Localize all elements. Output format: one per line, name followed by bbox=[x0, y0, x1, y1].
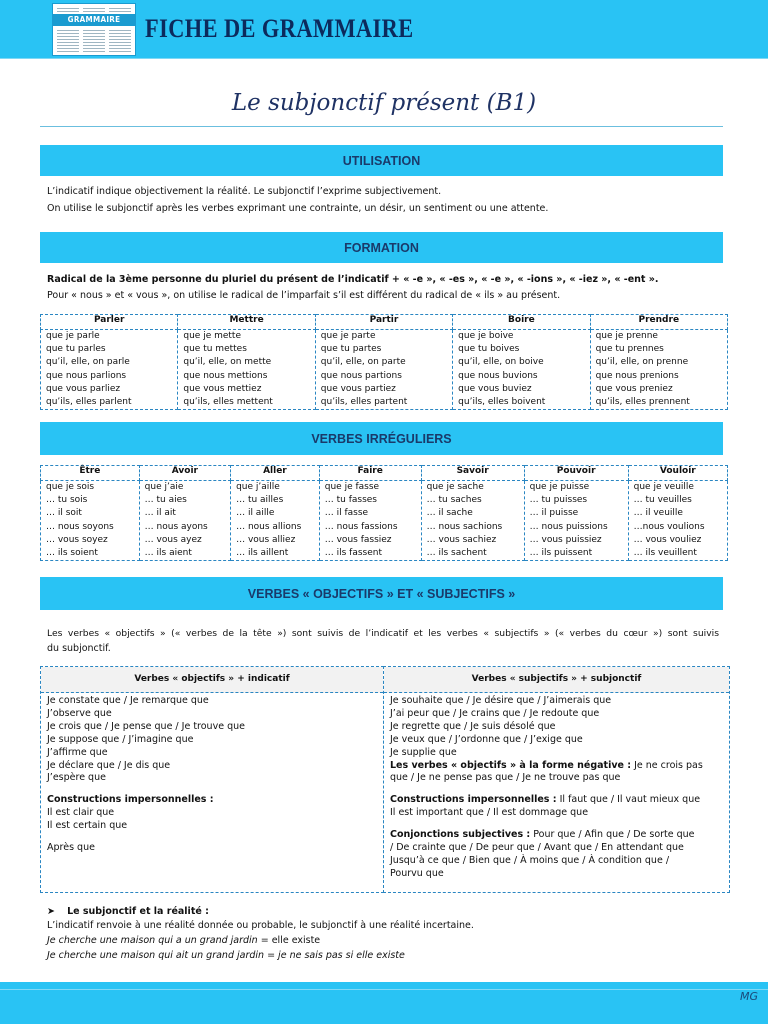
conjugation-line: que nous buvions bbox=[458, 370, 538, 381]
conjugation-line: … ils soient bbox=[46, 548, 98, 559]
regular-verb-cell bbox=[41, 330, 178, 410]
conjugation-line: … ils fassent bbox=[324, 548, 382, 559]
section-utilisation: UTILISATION bbox=[40, 145, 723, 176]
section-formation: FORMATION bbox=[40, 232, 723, 263]
regular-verb-cell bbox=[315, 330, 452, 410]
conjugation-line: que tu mettes bbox=[183, 344, 247, 355]
realite-example-2-result: = je ne sais pas si elle existe bbox=[264, 950, 405, 961]
conjugation-line: … nous allions bbox=[236, 521, 302, 532]
conjugation-line: que je prenne bbox=[595, 331, 658, 341]
logo-lines bbox=[57, 6, 79, 12]
realite-example-2 bbox=[47, 949, 723, 962]
subjectif-verb-line: Je veux que / J’ordonne que / J’exige que bbox=[390, 733, 583, 745]
irregular-header: Savoir bbox=[421, 466, 524, 481]
conjugation-line: … nous puissions bbox=[529, 521, 608, 532]
regular-body-row bbox=[41, 330, 728, 410]
conjugation-line: … il fasse bbox=[324, 508, 369, 519]
regular-header: Mettre bbox=[178, 315, 315, 330]
conjugation-line: … vous vouliez bbox=[633, 534, 702, 545]
conjugation-line: que vous parliez bbox=[46, 383, 121, 394]
irregular-verb-cell bbox=[231, 481, 320, 561]
conjugation-line: … il soit bbox=[46, 508, 82, 519]
conjugation-line: que je parte bbox=[320, 331, 376, 341]
conjugation-line: que tu partes bbox=[320, 344, 382, 355]
conjugation-line: … nous soyons bbox=[46, 521, 114, 532]
realite-title: Le subjonctif et la réalité : bbox=[67, 906, 209, 917]
footer-initials: MG bbox=[739, 990, 758, 1003]
conjugation-line: … nous fassions bbox=[324, 521, 398, 532]
utilisation-line-2: On utilise le subjonctif après les verbes exprimant une contrainte, un désir, un sentiment ou une attente. bbox=[47, 203, 549, 214]
subjectif-conj-line bbox=[390, 829, 723, 842]
section-objectifs: VERBES « OBJECTIFS » ET « SUBJECTIFS » bbox=[40, 577, 723, 610]
conjugation-line: … tu puisses bbox=[529, 495, 588, 506]
section-irreguliers: VERBES IRRÉGULIERS bbox=[40, 422, 723, 455]
conjugation-line: qu’il, elle, on prenne bbox=[595, 357, 689, 368]
conjugation-line: que nous parlions bbox=[46, 370, 127, 381]
conjugation-line: que vous buviez bbox=[458, 383, 532, 394]
conjugation-line: que je sois bbox=[46, 482, 95, 492]
irregular-verb-cell bbox=[41, 481, 140, 561]
conjugation-line: … ils veuillent bbox=[633, 548, 697, 559]
objectif-verb-line: Je constate que / Je remarque que bbox=[47, 695, 209, 706]
objectif-impersonal-line: Il est certain que bbox=[47, 820, 128, 832]
conjugation-line: … il sache bbox=[426, 508, 473, 519]
regular-header: Prendre bbox=[590, 315, 727, 330]
formation-rule bbox=[47, 273, 723, 286]
irregular-verb-cell bbox=[421, 481, 524, 561]
regular-header: Partir bbox=[315, 315, 452, 330]
conjugation-line: que vous preniez bbox=[595, 383, 673, 394]
subjectif-conj-line: / De crainte que / De peur que / Avant que / En attendant que bbox=[390, 842, 684, 854]
subjectif-conj-line: Jusqu’à ce que / Bien que / À moins que / À condition que / bbox=[390, 854, 670, 866]
conjugation-line: … tu saches bbox=[426, 495, 482, 506]
subjectif-impersonal-title: Constructions impersonnelles : bbox=[390, 794, 557, 806]
conjugation-line: … ils sachent bbox=[426, 548, 487, 559]
regular-verb-cell bbox=[590, 330, 727, 410]
irregular-header: Être bbox=[41, 466, 140, 481]
objectif-impersonal-title: Constructions impersonnelles : bbox=[47, 794, 214, 806]
subjectif-verb-line: Je supplie que bbox=[390, 746, 457, 758]
irregular-header: Pouvoir bbox=[524, 466, 628, 481]
header-title: FICHE DE GRAMMAIRE bbox=[145, 14, 414, 43]
conjugation-line: que vous mettiez bbox=[183, 383, 262, 394]
objectif-apres-que: Après que bbox=[47, 842, 95, 854]
conjugation-line: que nous prenions bbox=[595, 370, 679, 381]
conjugation-line: … vous puissiez bbox=[529, 534, 602, 545]
conjugation-line: … tu sois bbox=[46, 495, 88, 506]
header-bar bbox=[0, 0, 768, 59]
objectifs-column-body bbox=[41, 693, 383, 857]
spacer bbox=[47, 833, 377, 842]
conjugation-line: qu’il, elle, on boive bbox=[458, 357, 544, 368]
conjugation-line: que tu prennes bbox=[595, 344, 664, 355]
conjugation-line: … il puisse bbox=[529, 508, 579, 519]
conjugation-line: qu’ils, elles boivent bbox=[458, 397, 546, 408]
conjugation-line: que je veuille bbox=[633, 482, 694, 492]
spacer bbox=[390, 820, 723, 829]
conjugation-line: que nous mettions bbox=[183, 370, 268, 381]
title-divider bbox=[40, 126, 723, 127]
conjugation-line: que je puisse bbox=[529, 482, 590, 492]
conjugation-line: … nous sachions bbox=[426, 521, 503, 532]
subjectif-impersonal-rest: Il faut que / Il vaut mieux que bbox=[556, 794, 701, 806]
realite-example-1-result: = elle existe bbox=[257, 935, 321, 946]
page-title: Le subjonctif présent (B1) bbox=[231, 90, 537, 116]
subjectif-verb-line: J’ai peur que / Je crains que / Je redoute que bbox=[390, 707, 600, 719]
regular-header: Boire bbox=[453, 315, 590, 330]
subjectif-verb-line: Je souhaite que / Je désire que / J’aimerais que bbox=[390, 695, 612, 706]
conjugation-line: qu’ils, elles partent bbox=[320, 397, 408, 408]
subjectif-conj-line: Pourvu que bbox=[390, 867, 444, 879]
conjugation-line: que je parle bbox=[46, 331, 100, 341]
subjectif-negative-rest: Je ne crois pas bbox=[631, 759, 703, 771]
conjugation-line: que je sache bbox=[426, 482, 484, 492]
irregular-verb-cell bbox=[524, 481, 628, 561]
objectif-verb-line: Je déclare que / Je dis que bbox=[47, 759, 171, 771]
conjugation-line: qu’il, elle, on parle bbox=[46, 357, 130, 368]
formation-rule-text: Radical de la 3ème personne du pluriel du présent de l’indicatif + « -e », « -es », « -e », « -ions », « -iez », « -ent ». bbox=[47, 274, 659, 285]
realite-example-1 bbox=[47, 934, 723, 947]
logo-lines bbox=[57, 28, 79, 52]
objectifs-intro-1: Les verbes « objectifs » (« verbes de la tête ») sont suivis de l’indicatif et les verbes « subjectifs » (« verbes du cœur ») sont suivis bbox=[47, 628, 719, 639]
subjectif-conj-title: Conjonctions subjectives : bbox=[390, 829, 531, 841]
conjugation-line: que je boive bbox=[458, 331, 514, 341]
conjugation-line: qu’ils, elles parlent bbox=[46, 397, 132, 408]
objectif-impersonal-line: Il est clair que bbox=[47, 807, 115, 819]
conjugation-line: … vous sachiez bbox=[426, 534, 497, 545]
objectifs-intro-2: du subjonctif. bbox=[47, 643, 111, 654]
objectif-verb-line: J’observe que bbox=[47, 707, 112, 719]
subjectif-impersonal-line bbox=[390, 794, 723, 807]
utilisation-line-1: L’indicatif indique objectivement la réalité. Le subjonctif l’exprime subjectivement. bbox=[47, 186, 442, 197]
arrow-bullet-icon: ➤ bbox=[47, 906, 55, 917]
conjugation-line: … il aille bbox=[236, 508, 275, 519]
conjugation-line: … tu fasses bbox=[324, 495, 377, 506]
irregular-header: Avoir bbox=[139, 466, 230, 481]
conjugation-line: … tu ailles bbox=[236, 495, 284, 506]
logo-lines bbox=[109, 6, 131, 12]
objectif-verb-line: J’affirme que bbox=[47, 746, 108, 758]
conjugation-line: que j’aie bbox=[144, 482, 184, 492]
conjugation-line: que je mette bbox=[183, 331, 242, 341]
objectifs-column-header: Verbes « objectifs » + indicatif bbox=[41, 667, 383, 693]
spacer bbox=[47, 785, 377, 794]
logo-lines bbox=[83, 28, 105, 52]
subjectif-conj-rest: Pour que / Afin que / De sorte que bbox=[530, 829, 695, 841]
subjectif-negative-line bbox=[390, 760, 723, 773]
logo-lines bbox=[83, 6, 105, 12]
conjugation-line: … nous ayons bbox=[144, 521, 208, 532]
conjugation-line: … ils puissent bbox=[529, 548, 593, 559]
realite-line-1: L’indicatif renvoie à une réalité donnée ou probable, le subjonctif à une réalité incertaine. bbox=[47, 920, 474, 931]
irregular-header: Faire bbox=[319, 466, 421, 481]
irregular-header: Vouloir bbox=[628, 466, 727, 481]
conjugation-line: … ils aient bbox=[144, 548, 192, 559]
conjugation-line: que tu parles bbox=[46, 344, 106, 355]
conjugation-line: que tu boives bbox=[458, 344, 520, 355]
conjugation-line: que vous partiez bbox=[320, 383, 396, 394]
regular-verb-cell bbox=[178, 330, 315, 410]
irregular-header-row bbox=[41, 466, 728, 481]
subjectif-negative-label: Les verbes « objectifs » à la forme négative : bbox=[390, 759, 632, 771]
realite-example-1-text: Je cherche une maison qui a un grand jardin bbox=[47, 935, 258, 946]
irregular-verbs-table bbox=[40, 465, 728, 561]
subjectif-negative-line-2: que / Je ne pense pas que / Je ne trouve pas que bbox=[390, 772, 621, 784]
irregular-verb-cell bbox=[319, 481, 421, 561]
regular-header-row bbox=[41, 315, 728, 330]
subjectifs-column bbox=[383, 666, 730, 893]
conjugation-line: … ils aillent bbox=[236, 548, 289, 559]
subjectif-impersonal-line-2: Il est important que / Il est dommage que bbox=[390, 807, 589, 819]
objectif-verb-line: Je crois que / Je pense que / Je trouve que bbox=[47, 720, 245, 732]
conjugation-line: …nous voulions bbox=[633, 521, 705, 532]
formation-note: Pour « nous » et « vous », on utilise le radical de l’imparfait s’il est différent du radical de « ils » au présent. bbox=[47, 290, 561, 301]
objectif-verb-line: Je suppose que / J’imagine que bbox=[47, 733, 194, 745]
conjugation-line: qu’ils, elles prennent bbox=[595, 397, 690, 408]
irregular-body-row bbox=[41, 481, 728, 561]
conjugation-line: que j’aille bbox=[236, 482, 280, 492]
conjugation-line: qu’il, elle, on mette bbox=[183, 357, 272, 368]
objectifs-column bbox=[40, 666, 384, 893]
logo-text: GRAMMAIRE bbox=[53, 14, 135, 26]
realite-heading bbox=[47, 905, 723, 918]
spacer bbox=[390, 785, 723, 794]
irregular-verb-cell bbox=[628, 481, 727, 561]
conjugation-line: … vous soyez bbox=[46, 534, 108, 545]
conjugation-line: … tu aies bbox=[144, 495, 187, 506]
irregular-verb-cell bbox=[139, 481, 230, 561]
conjugation-line: … vous ayez bbox=[144, 534, 202, 545]
realite-example-2-text: Je cherche une maison qui ait un grand jardin bbox=[47, 950, 265, 961]
grammar-logo bbox=[52, 3, 136, 56]
logo-lines bbox=[109, 28, 131, 52]
conjugation-line: … il ait bbox=[144, 508, 176, 519]
conjugation-line: … vous alliez bbox=[236, 534, 296, 545]
objectif-verb-line: J’espère que bbox=[47, 772, 106, 784]
subjectifs-column-body bbox=[384, 693, 729, 883]
subjectifs-column-header: Verbes « subjectifs » + subjonctif bbox=[384, 667, 729, 693]
subjectif-verb-line: Je regrette que / Je suis désolé que bbox=[390, 720, 556, 732]
conjugation-line: que nous partions bbox=[320, 370, 402, 381]
conjugation-line: qu’ils, elles mettent bbox=[183, 397, 273, 408]
conjugation-line: … il veuille bbox=[633, 508, 683, 519]
conjugation-line: qu’il, elle, on parte bbox=[320, 357, 406, 368]
irregular-header: Aller bbox=[231, 466, 320, 481]
conjugation-line: … tu veuilles bbox=[633, 495, 692, 506]
footer-divider bbox=[0, 989, 768, 990]
conjugation-line: que je fasse bbox=[324, 482, 380, 492]
regular-verbs-table bbox=[40, 314, 728, 410]
regular-verb-cell bbox=[453, 330, 590, 410]
regular-header: Parler bbox=[41, 315, 178, 330]
conjugation-line: … vous fassiez bbox=[324, 534, 392, 545]
